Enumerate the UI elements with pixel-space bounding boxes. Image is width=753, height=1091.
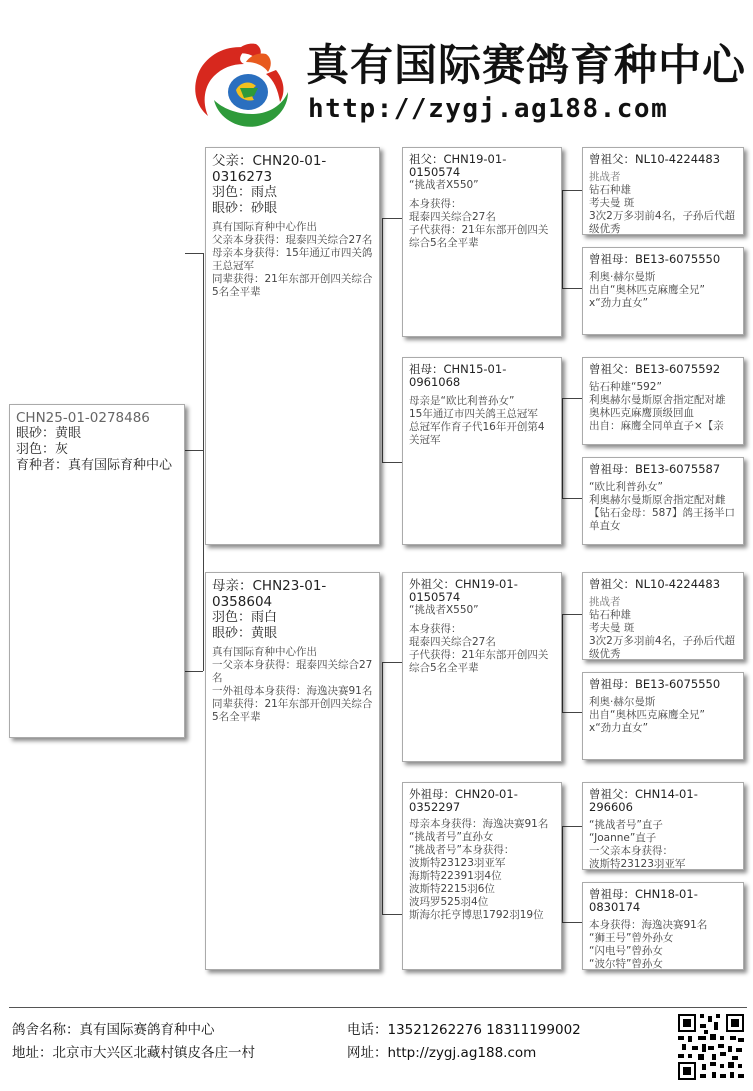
connector — [562, 398, 563, 498]
ggp-ring: 曾祖母：CHN18-01-0830174 — [589, 887, 698, 914]
sire-detail: 同辈获得：21年东部开创四关综合5名全平辈 — [212, 273, 373, 298]
great-grandparent-card — [582, 247, 744, 335]
sire-line: 眼砂：砂眼 — [212, 201, 278, 216]
brand-title: 真有国际赛鸽育种中心 — [306, 41, 746, 91]
great-grandparent-card — [582, 357, 744, 445]
connector — [203, 253, 204, 671]
ggp-detail: 波斯特23123羽亚军 — [589, 858, 686, 870]
brand-url[interactable]: http://zygj.ag188.com — [308, 94, 669, 124]
gp-name: “挑战者X550” — [409, 604, 479, 616]
great-grandparent-card — [582, 672, 744, 760]
connector — [185, 450, 203, 451]
sire-detail: 真有国际育种中心作出 — [212, 221, 317, 233]
gp-detail: 琨泰四关综合27名 — [409, 636, 496, 648]
ggp-detail: 挑战者 — [589, 596, 621, 608]
ggp-detail: “Joanne”直子 — [589, 832, 657, 844]
connector — [562, 826, 582, 827]
ggp-detail: 出自“奥林匹克麻鹰全兄” — [589, 284, 705, 296]
ggp-detail: 出自：麻鹰全同单直子×【亲 — [589, 420, 724, 432]
web-value[interactable]: http://zygj.ag188.com — [387, 1045, 537, 1061]
gp-detail: 波斯特23123羽亚军 — [409, 857, 506, 869]
ggp-detail: 考夫曼 斑 — [589, 622, 635, 634]
address — [12, 1044, 255, 1062]
connector — [562, 922, 582, 923]
ggp-detail: 钻石种雄 — [589, 184, 631, 196]
ggp-detail: “挑战者号”直子 — [589, 819, 663, 831]
ggp-detail: 奥林匹克麻鹰顶级回血 — [589, 407, 694, 419]
sire-detail: 父亲本身获得：琨泰四关综合27名 — [212, 234, 373, 246]
gp-detail: 琨泰四关综合27名 — [409, 211, 496, 223]
gp-detail: 波玛罗525羽4位 — [409, 896, 489, 908]
subject-card — [9, 404, 185, 738]
ggp-detail: 挑战者 — [589, 171, 621, 183]
connector — [562, 398, 582, 399]
connector — [562, 190, 582, 191]
phoenix-logo-icon — [188, 40, 300, 132]
ggp-detail: 本身获得：海逸决赛91名 — [589, 919, 708, 931]
gp-detail: “挑战者号”本身获得： — [409, 844, 515, 856]
address-value: 北京市大兴区北藏村镇皮各庄一村 — [52, 1045, 255, 1061]
grandsire-paternal-card — [402, 147, 562, 337]
connector — [562, 712, 582, 713]
gp-detail: 波斯特2215羽6位 — [409, 883, 495, 895]
dam-detail: 一外祖母本身获得：海逸决赛91名 — [212, 685, 373, 697]
sire-card — [205, 147, 380, 545]
connector — [382, 218, 383, 462]
ggp-detail: 钻石种雄 — [589, 609, 631, 621]
connector — [562, 498, 582, 499]
gp-ring: 外祖父：CHN19-01-0150574 — [409, 577, 518, 604]
sire-ring: 父亲：CHN20-01-0316273 — [212, 153, 327, 185]
dam-card — [205, 572, 380, 970]
gp-detail: 子代获得：21年东部开创四关综合5名全平辈 — [409, 649, 549, 674]
address-label: 地址： — [12, 1045, 53, 1061]
great-grandparent-card — [582, 147, 744, 235]
phone — [347, 1021, 581, 1039]
ggp-ring: 曾祖母：BE13-6075587 — [589, 462, 721, 476]
phone-label: 电话： — [347, 1022, 388, 1038]
dam-detail: 一父亲本身获得：琨泰四关综合27名 — [212, 659, 373, 684]
connector — [382, 462, 402, 463]
ggp-detail: “狮王号”曾外孙女 — [589, 932, 674, 944]
gp-detail: 海斯特22391羽4位 — [409, 870, 502, 882]
connector — [382, 914, 402, 915]
great-grandparent-card — [582, 457, 744, 545]
ggp-detail: 3次2万多羽前4名，子孙后代超级优秀 — [589, 210, 736, 235]
subject-line: 羽色：灰 — [16, 442, 69, 457]
gp-detail: “挑战者号”直孙女 — [409, 831, 494, 843]
granddam-maternal-card — [402, 782, 562, 970]
ggp-detail: 钻石种雄“592” — [589, 381, 662, 393]
ggp-detail: “闪电号”曾孙女 — [589, 945, 663, 957]
dam-line: 羽色：雨白 — [212, 610, 278, 625]
dam-detail: 真有国际育种中心作出 — [212, 646, 317, 658]
connector — [185, 671, 203, 672]
qr-code-icon[interactable] — [676, 1012, 746, 1082]
ggp-ring: 曾祖父：CHN14-01-296606 — [589, 787, 698, 814]
connector — [382, 662, 402, 663]
ggp-detail: 利奥赫尔曼斯原舍指定配对雄 — [589, 394, 726, 406]
subject-ring: CHN25-01-0278486 — [16, 410, 150, 426]
gp-detail: 总冠军作育子代16年开创第4关冠军 — [409, 421, 545, 446]
subject-line: 育种者：真有国际育种中心 — [16, 458, 173, 473]
ggp-detail: 利奥·赫尔曼斯 — [589, 271, 656, 283]
ggp-detail: 利奥赫尔曼斯原舍指定配对雌 — [589, 494, 726, 506]
connector — [382, 218, 402, 219]
gp-detail: 斯海尔托亨博思1792羽19位 — [409, 909, 544, 921]
ggp-detail: 3次2万多羽前4名，子孙后代超级优秀 — [589, 635, 736, 660]
connector — [382, 662, 383, 914]
ggp-detail: 考夫曼 斑 — [589, 197, 635, 209]
gp-ring: 外祖母：CHN20-01-0352297 — [409, 787, 518, 814]
great-grandparent-card — [582, 882, 744, 970]
loft-label: 鸽舍名称： — [12, 1022, 80, 1038]
ggp-ring: 曾祖母：BE13-6075550 — [589, 252, 721, 266]
dam-detail: 同辈获得：21年东部开创四关综合5名全平辈 — [212, 698, 373, 723]
loft-name — [12, 1021, 215, 1039]
connector — [562, 826, 563, 922]
footer-divider — [9, 1007, 747, 1008]
ggp-ring: 曾祖父：NL10-4224483 — [589, 152, 721, 166]
granddam-paternal-card — [402, 357, 562, 545]
gp-detail: 子代获得：21年东部开创四关综合5名全平辈 — [409, 224, 549, 249]
gp-detail: 母亲是“欧比利普孙女” — [409, 395, 515, 407]
sire-detail: 母亲本身获得：15年通辽市四关鸽王总冠军 — [212, 247, 373, 272]
great-grandparent-card — [582, 782, 744, 870]
gp-detail: 本身获得： — [409, 198, 462, 210]
ggp-detail: “波尔特”曾孙女 — [589, 958, 663, 970]
ggp-detail: 利奥·赫尔曼斯 — [589, 696, 656, 708]
ggp-ring: 曾祖父：BE13-6075592 — [589, 362, 721, 376]
dam-ring: 母亲：CHN23-01-0358604 — [212, 578, 327, 610]
great-grandparent-card — [582, 572, 744, 660]
phone-value: 13521262276 18311199002 — [387, 1022, 581, 1038]
connector — [562, 288, 582, 289]
dam-line: 眼砂：黄眼 — [212, 626, 278, 641]
grandsire-maternal-card — [402, 572, 562, 762]
ggp-detail: 【钻石金母：587】鸽王扬半口单直女 — [589, 507, 736, 532]
ggp-detail: 出自“奥林匹克麻鹰全兄” — [589, 709, 705, 721]
ggp-detail: x“劲力直女” — [589, 722, 649, 734]
loft-value: 真有国际赛鸽育种中心 — [79, 1022, 215, 1038]
web-label: 网址： — [347, 1045, 388, 1061]
gp-detail: 本身获得： — [409, 623, 462, 635]
connector — [562, 190, 563, 288]
gp-detail: 母亲本身获得：海逸决赛91名 — [409, 818, 549, 830]
ggp-ring: 曾祖父：NL10-4224483 — [589, 577, 721, 591]
website — [347, 1044, 536, 1062]
ggp-detail: “欧比利普孙女” — [589, 481, 663, 493]
gp-detail: 15年通辽市四关鸽王总冠军 — [409, 408, 538, 420]
connector — [185, 253, 203, 254]
connector — [562, 614, 582, 615]
gp-name: “挑战者X550” — [409, 179, 479, 191]
ggp-ring: 曾祖母：BE13-6075550 — [589, 677, 721, 691]
subject-line: 眼砂：黄眼 — [16, 426, 82, 441]
gp-ring: 祖父：CHN19-01-0150574 — [409, 152, 507, 179]
ggp-detail: 一父亲本身获得： — [589, 845, 673, 857]
connector — [562, 614, 563, 712]
ggp-detail: x“劲力直女” — [589, 297, 649, 309]
gp-ring: 祖母：CHN15-01-0961068 — [409, 362, 507, 389]
sire-line: 羽色：雨点 — [212, 185, 278, 200]
